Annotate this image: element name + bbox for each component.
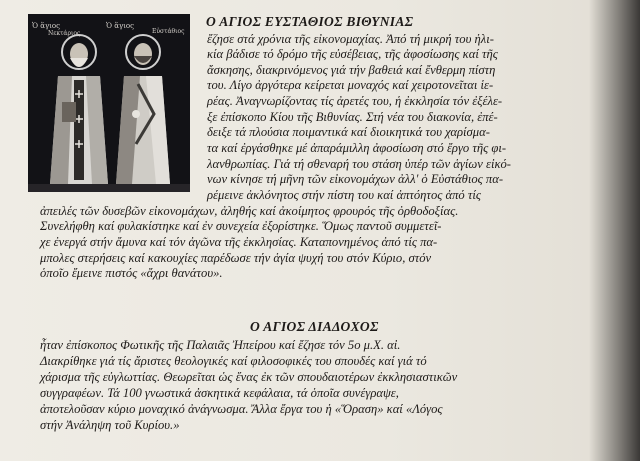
text-line: ὁποῖο ἔμεινε πιστός «ἄχρι θανάτου». bbox=[40, 266, 223, 280]
section-title-eustathios: Ο ΑΓΙΟΣ ΕΥΣΤΑΘΙΟΣ ΒΙΘΥΝΙΑΣ bbox=[206, 14, 414, 29]
text-line: ξε ἐπίσκοπο Κίου τῆς Βιθυνίας. Στή νέα του διακονία, ἐπέ- bbox=[207, 110, 498, 124]
text-line: ρέμεινε ἀκλόνητος στήν πίστη του καί ἀπτόητος ἀπό τίς bbox=[207, 188, 481, 202]
text-line: ρέας. Ἀναγνωρίζοντας τίς ἀρετές του, ἡ ἐκκλησία τόν ἐξέλε- bbox=[207, 94, 503, 108]
text-line: Συνελήφθη καί φυλακίστηκε καί ἐν συνεχεία ἐξορίστηκε. Ὅμως παντοῦ συμμετεῖ- bbox=[40, 219, 442, 233]
icon-caption-right-name: Εὐστάθιος bbox=[152, 28, 185, 35]
text-line: ἦταν ἐπίσκοπος Φωτικῆς τῆς Παλαιᾶς Ἠπείρου καί ἔζησε τόν 5ο μ.Χ. αἰ. bbox=[40, 338, 401, 352]
text-line: Διακρίθηκε γιά τίς ἄριστες θεολογικές καί φιλοσοφικές του σπουδές καί γιά τό bbox=[40, 354, 427, 368]
text-line: συγγραφέων. Τά 100 γνωστικά ἀσκητικά κεφάλαια, τά ὁποῖα συνέγραψε, bbox=[40, 386, 399, 400]
text-line: στήν Ἀνάληψη τοῦ Κυρίου.» bbox=[40, 418, 180, 432]
text-line: τα καί ἐργάσθηκε μέ ἀπαράμιλλη ἀφοσίωση στό ἔργο τῆς φι- bbox=[207, 141, 507, 155]
icon-caption-left bbox=[32, 22, 60, 30]
text-line: μπολες στερήσεις καί κακουχίες παρέδωσε τήν ἁγία ψυχή του στόν Κύριο, στόν bbox=[40, 251, 432, 265]
saints-icon-image bbox=[28, 14, 190, 192]
text-line: νων κίνησε τή μῆνη τῶν εἰκονομάχων ἀλλ' ὁ Εὐστάθιος πα- bbox=[207, 172, 504, 186]
saints-icon-drawing bbox=[28, 14, 190, 192]
icon-caption-left-label: Ὁ ἅγιος bbox=[32, 22, 61, 30]
section-title-diadochos: Ο ΑΓΙΟΣ ΔΙΑΔΟΧΟΣ bbox=[250, 319, 379, 334]
text-line: χε ἐνεργά στήν ἄμυνα καί τόν ἀγῶνα τῆς ἐκκλησίας. Καταπονημένος ἀπό τίς πα- bbox=[40, 235, 438, 249]
text-line: ἔζησε στά χρόνια τῆς εἰκονομαχίας. Ἀπό τή μικρή του ἡλι- bbox=[207, 32, 494, 46]
text-line: ἄσκησης, διακρινόμενος γιά τήν βαθειά καί ἔνθερμη πίστη bbox=[207, 63, 496, 77]
text-line: κία βάδισε τό δρόμο τῆς εὐσέβειας, τῆς ἀφοσίωσης καί τῆς bbox=[207, 47, 498, 61]
text-line: δειξε τά πλούσια ποιμαντικά καί διοικητικά του χαρίσμα- bbox=[207, 125, 490, 139]
text-line: ἀπειλές τῶν δυσεβῶν εἰκονομάχων, ἀληθής καί ἀκοίμητος φρουρός τῆς ὀρθοδοξίας. bbox=[40, 204, 459, 218]
text-line: λανθρωπίας. Γιά τή σθεναρή του στάση ὑπέρ τῶν ἁγίων εἰκό- bbox=[207, 157, 511, 171]
text-line: ἀποτελοῦσαν κύριο μοναχικό ἀνάγνωσμα. Ἄλλα ἔργα του ἡ «Ὅραση» καί «Λόγος bbox=[40, 402, 443, 416]
text-line: χάρισμα τῆς εὐγλωττίας. Θεωρεῖται ὡς ἕνας ἐκ τῶν σπουδαιοτέρων ἐκκλησιαστικῶν bbox=[40, 370, 458, 384]
text-line: του. Λίγο ἀργότερα κείρεται μοναχός καί χειροτονεῖται ἱε- bbox=[207, 78, 494, 92]
icon-caption-right: Ὁ ἅγιος bbox=[106, 22, 135, 30]
icon-caption-left-name: Νεκτάριος bbox=[48, 30, 81, 37]
